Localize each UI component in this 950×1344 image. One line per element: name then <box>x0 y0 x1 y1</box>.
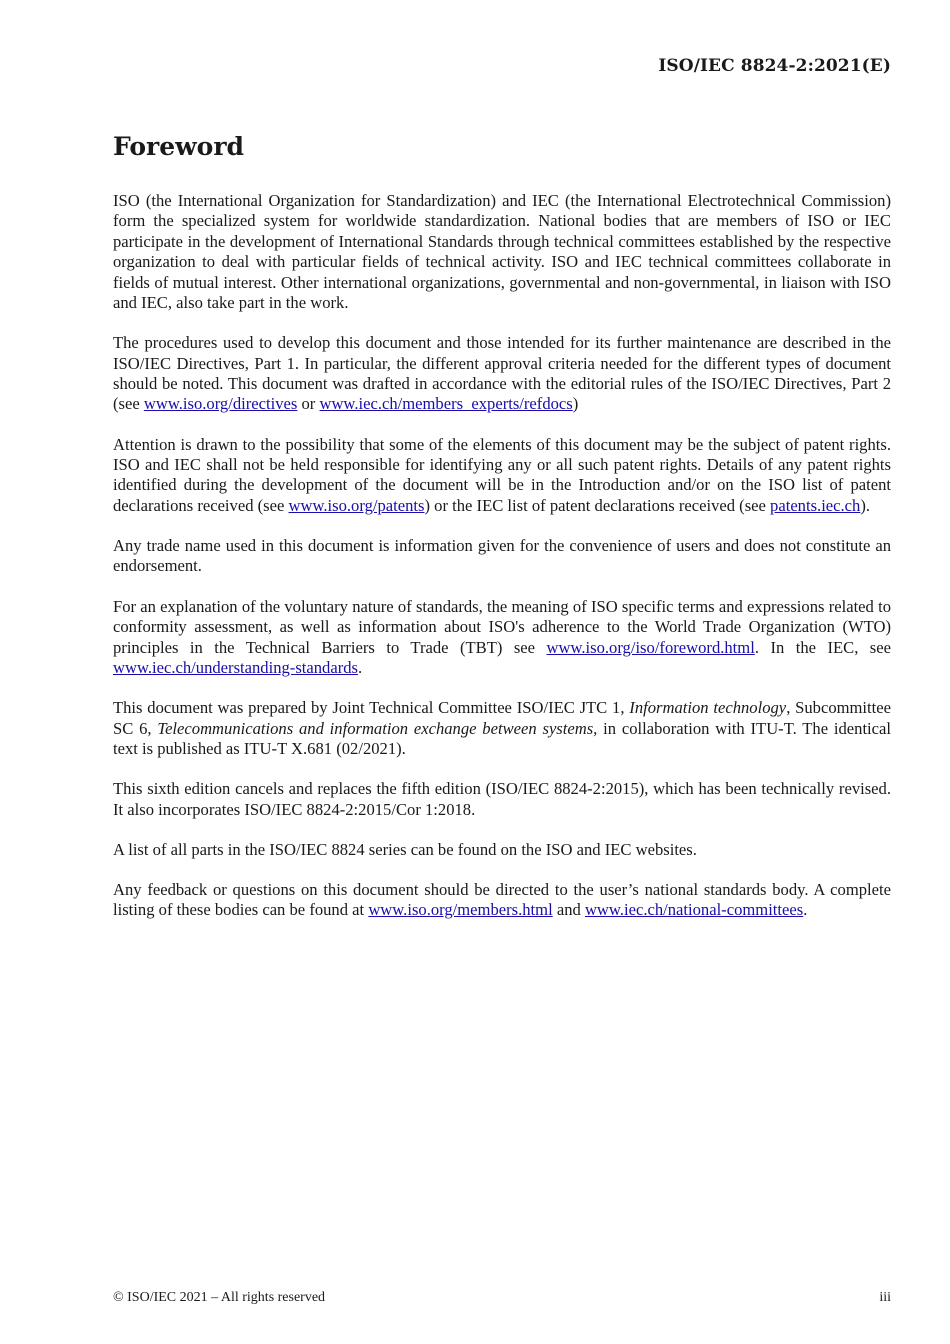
paragraph-text: For an explanation of the voluntary nature of standards, the meaning of ISO specific terms and expressions related to conformity assessment, as well as information about ISO's adherence to the World Trade Organization (WTO) principles in the Technical Barriers to Trade (TBT) see <box>113 596 891 657</box>
page-title: Foreword <box>113 132 244 161</box>
link-iso-patents[interactable]: www.iso.org/patents <box>288 495 425 515</box>
paragraph-text: and <box>552 900 585 920</box>
foreword-body <box>113 191 891 941</box>
paragraph-text: . <box>803 900 808 920</box>
paragraph-text: or <box>297 394 320 414</box>
link-iso-members[interactable]: www.iso.org/members.html <box>368 900 553 920</box>
link-iso-foreword[interactable]: www.iso.org/iso/foreword.html <box>546 637 755 657</box>
paragraph-patents <box>113 435 891 517</box>
paragraph-trade-name: Any trade name used in this document is information given for the convenience of users and does not constitute an endorsement. <box>113 536 891 576</box>
paragraph-feedback <box>113 880 891 921</box>
paragraph-text: Attention is drawn to the possibility that some of the elements of this document may be the subject of patent rights. ISO and IEC shall not be held responsible for identifying any or all such patent rights. Details of any patent rights identified during the development of the document will be in the Introduction and/or on the ISO list of patent declarations received (see <box>113 434 891 515</box>
footer-copyright: © ISO/IEC 2021 – All rights reserved <box>113 1290 326 1305</box>
paragraph-iso-iec-intro: ISO (the International Organization for Standardization) and IEC (the International Electrotechnical Commission) form the specialized system for worldwide standardization. National bodies that are members of ISO or IEC participate in the development of International Standards through technical committees established by the respective organization to deal with particular fields of technical activity. ISO and IEC technical committees collaborate in fields of mutual interest. Other international organizations, governmental and non-governmental, in liaison with ISO and IEC, also take part in the work. <box>113 191 891 313</box>
link-iso-directives[interactable]: www.iso.org/directives <box>143 394 298 414</box>
paragraph-text: The procedures used to develop this document and those intended for its further maintenance are described in the ISO/IEC Directives, Part 1. In particular, the different approval criteria needed for the different types of document should be noted. This document was drafted in accordance with the editorial rules of the ISO/IEC Directives, Part 2 (see <box>113 333 891 414</box>
paragraph-voluntary-nature <box>113 597 891 679</box>
paragraph-procedures <box>113 333 891 415</box>
paragraph-series-list: A list of all parts in the ISO/IEC 8824 series can be found on the ISO and IEC websites. <box>113 839 697 859</box>
paragraph-text: in collaboration with ITU-T. The identical text is published as ITU-T X.681 (02/2021). <box>113 718 892 758</box>
header-doc-code: ISO/IEC 8824-2:2021(E) <box>658 56 891 76</box>
link-iec-national-committees[interactable]: www.iec.ch/national-committees <box>584 900 804 920</box>
paragraph-text: Any feedback or questions on this document should be directed to the user’s national standards body. A complete listing of these bodies can be found at <box>113 879 891 920</box>
paragraph-text: ) or the IEC list of patent declarations received (see <box>424 495 771 515</box>
footer-page-number: iii <box>879 1290 891 1305</box>
paragraph-text: ). <box>860 495 871 515</box>
link-iec-understanding-standards[interactable]: www.iec.ch/understanding-standards <box>113 657 358 677</box>
paragraph-prepared-by <box>113 698 891 759</box>
paragraph-edition: This sixth edition cancels and replaces the fifth edition (ISO/IEC 8824-2:2015), which has been technically revised. It also incorporates ISO/IEC 8824-2:2015/Cor 1:2018. <box>113 779 891 819</box>
italic-committee-name: Information technology <box>629 698 787 718</box>
paragraph-text: This document was prepared by Joint Technical Committee ISO/IEC JTC 1, <box>113 698 630 718</box>
italic-subcommittee-name: Telecommunications and information exchange between systems, <box>157 718 598 738</box>
paragraph-text: , Subcommittee SC 6, <box>113 698 891 738</box>
link-iec-patents[interactable]: patents.iec.ch <box>770 495 861 515</box>
paragraph-text: . In the IEC, see <box>754 637 891 657</box>
link-iec-refdocs[interactable]: www.iec.ch/members_experts/refdocs <box>319 394 573 414</box>
paragraph-text: . <box>358 657 363 677</box>
paragraph-text: ) <box>572 394 579 414</box>
